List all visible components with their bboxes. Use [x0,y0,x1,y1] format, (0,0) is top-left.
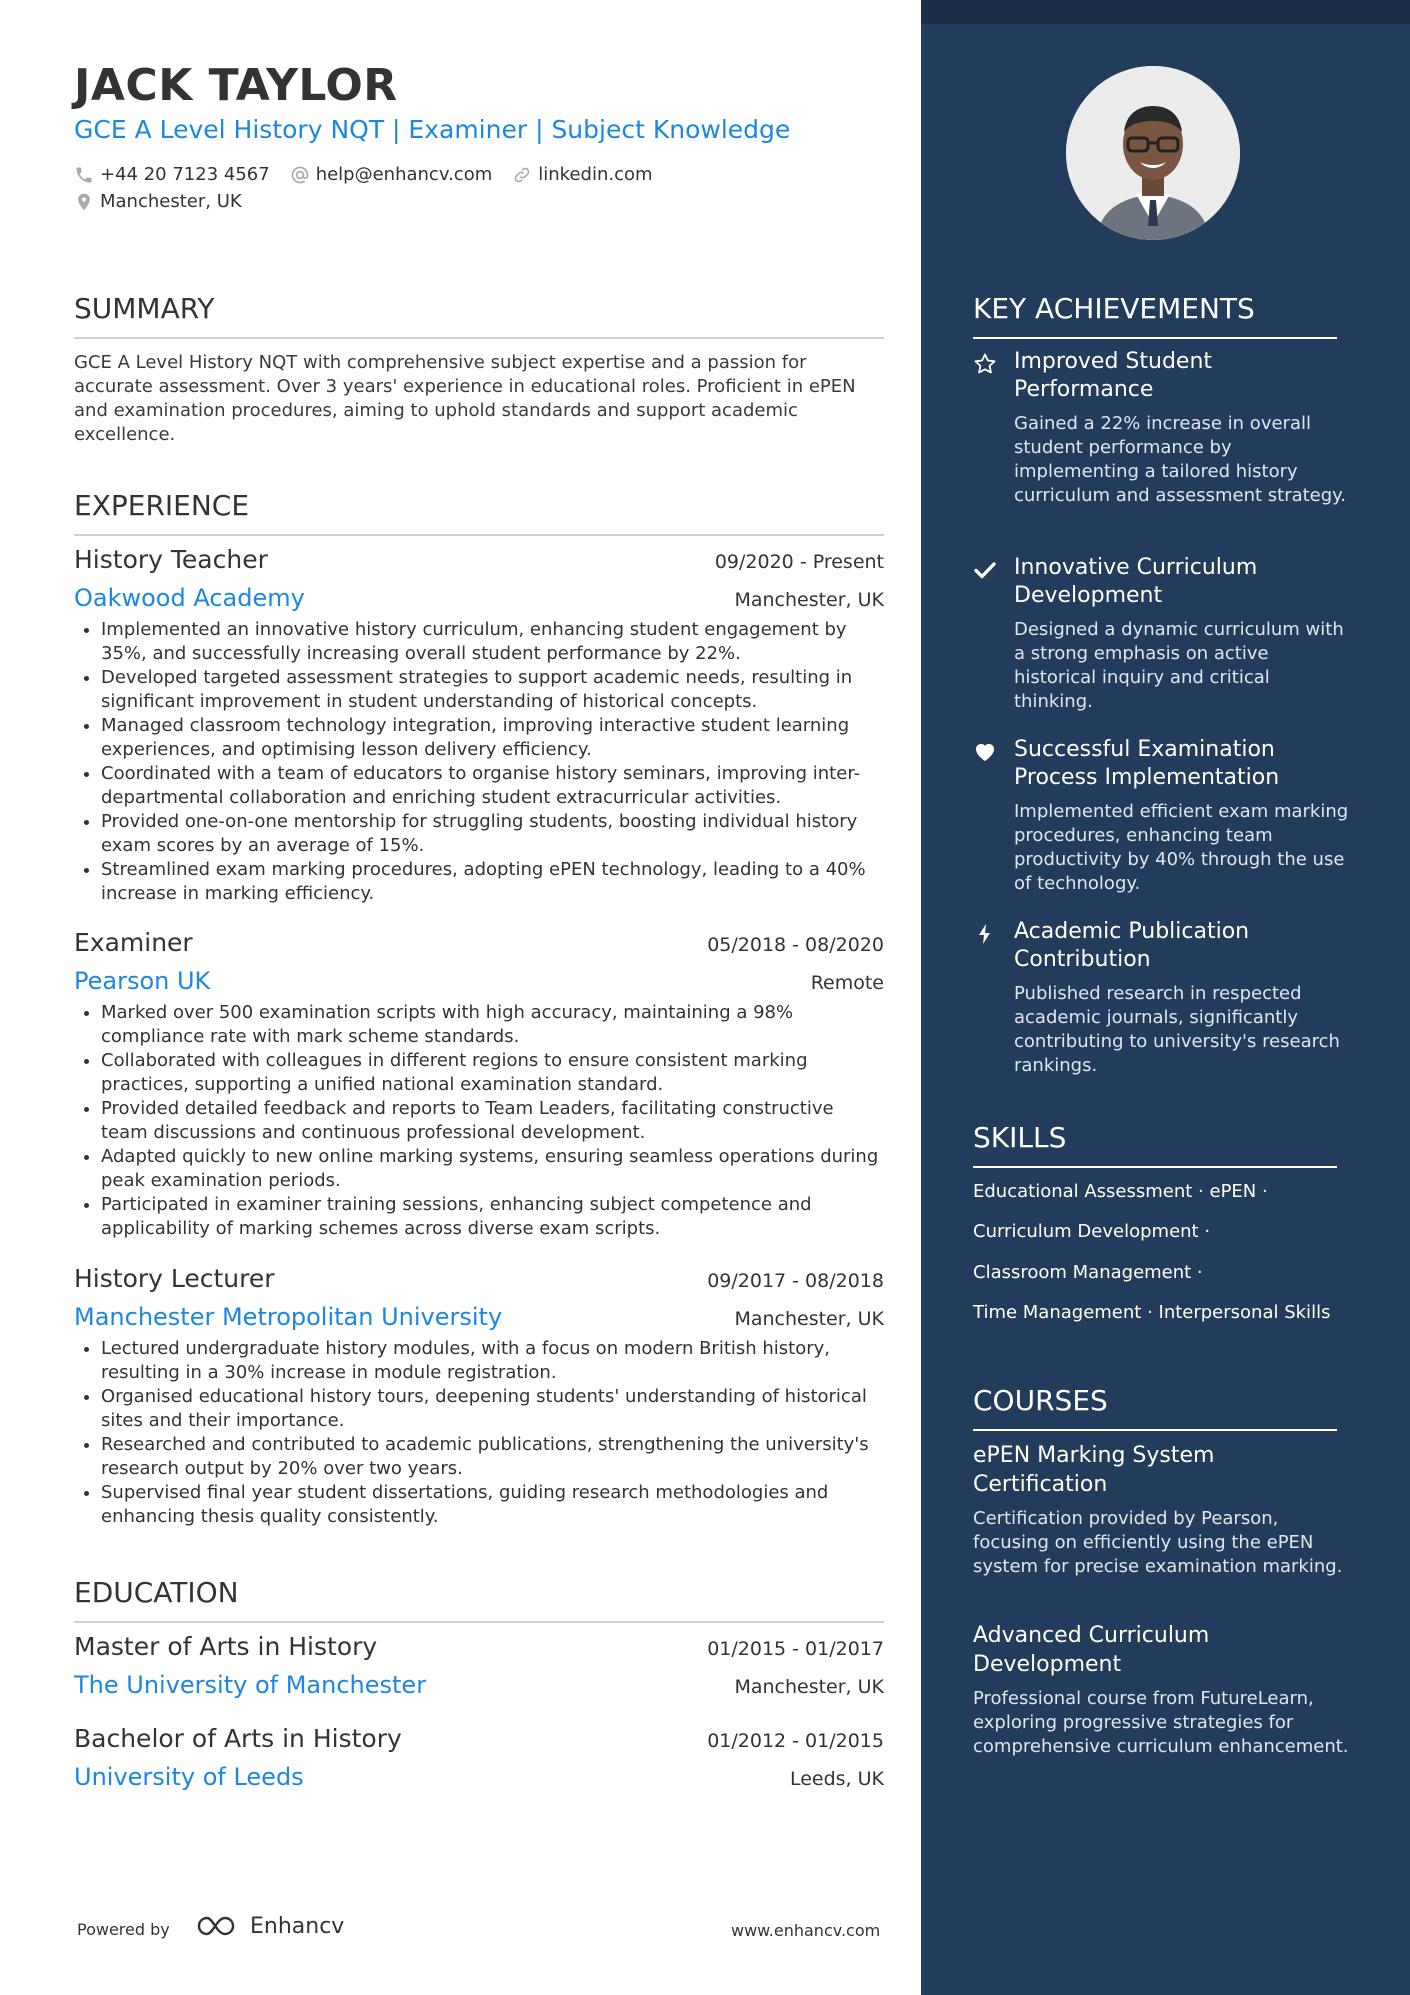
skills-heading: SKILLS [973,1121,1337,1168]
job-examiner [74,928,884,1241]
achievement-description: Implemented efficient exam marking procedures, enhancing team productivity by 40% through the use of technology. [1014,801,1349,894]
list-item: • Researched and contributed to academic publications, strengthening the university's research output by 20% over two years. [101,1433,884,1481]
check-icon [973,558,997,582]
job-history-teacher [74,545,884,906]
phone-contact [74,164,270,185]
footer-url[interactable]: www.enhancv.com [731,1921,881,1940]
job-dates: 09/2020 - Present [714,551,884,573]
powered-by-label: Powered by [77,1920,170,1939]
education-dates: 01/2012 - 01/2015 [707,1730,884,1752]
enhancv-logo[interactable] [196,1913,344,1939]
candidate-name: JACK TAYLOR [74,60,398,111]
star-icon [973,352,997,376]
achievement-item [973,348,1353,508]
job-location: Manchester, UK [734,1308,884,1330]
contact-row [74,164,673,185]
list-item: • Collaborated with colleagues in different regions to ensure consistent marking practices, supporting a unified national examination standard. [101,1049,884,1097]
education-item-masters [74,1632,884,1699]
list-item: • Coordinated with a team of educators to organise history seminars, improving inter-departmental collaboration and enriching student extracurricular activities. [101,762,884,810]
job-company: Oakwood Academy [74,584,305,612]
bolt-icon [973,922,997,946]
candidate-title: GCE A Level History NQT | Examiner | Subject Knowledge [74,115,791,144]
degree-name: Bachelor of Arts in History [74,1724,402,1753]
profile-photo-illustration [1066,66,1240,240]
job-dates: 05/2018 - 08/2020 [707,934,884,956]
email-text[interactable]: help@enhancv.com [315,164,493,185]
achievement-item [973,918,1353,1078]
list-item: • Marked over 500 examination scripts with high accuracy, maintaining a 98% compliance rate with mark scheme standards. [101,1001,884,1049]
list-item: • Streamlined exam marking procedures, adopting ePEN technology, leading to a 40% increase in marking efficiency. [101,858,884,906]
summary-text: GCE A Level History NQT with comprehensive subject expertise and a passion for accurate assessment. Over 3 years' experience in educational roles. Proficient in ePEN and examination procedures, aiming to uphold standards and support academic excellence. [74,352,856,445]
job-bullets [74,1001,884,1241]
list-item: • Developed targeted assessment strategies to support academic needs, resulting in significant improvement in student understanding of historical concepts. [101,666,884,714]
list-item: • Organised educational history tours, deepening students' understanding of historical sites and their importance. [101,1385,884,1433]
skill-line: Curriculum Development · [973,1221,1211,1242]
phone-icon [74,165,94,185]
sidebar [921,0,1410,1995]
school-name: The University of Manchester [74,1671,427,1699]
course-description: Professional course from FutureLearn, exploring progressive strategies for comprehensive curriculum enhancement. [973,1688,1349,1757]
education-heading: EDUCATION [74,1576,884,1623]
location-pin-icon [74,192,94,212]
education-dates: 01/2015 - 01/2017 [707,1638,884,1660]
achievements-heading: KEY ACHIEVEMENTS [973,292,1337,339]
job-dates: 09/2017 - 08/2018 [707,1270,884,1292]
achievement-title: Academic Publication Contribution [1014,919,1250,972]
phone-text: +44 20 7123 4567 [100,164,270,185]
job-bullets [74,618,884,906]
job-title: History Teacher [74,545,268,574]
job-location: Remote [810,972,884,994]
enhancv-brand-text: Enhancv [250,1913,345,1939]
at-icon [290,165,310,185]
achievement-description: Gained a 22% increase in overall student performance by implementing a tailored history curriculum and assessment strategy. [1014,413,1346,506]
list-item: • Provided detailed feedback and reports to Team Leaders, facilitating constructive team discussions and continuous professional development. [101,1097,884,1145]
job-bullets [74,1337,884,1529]
skill-line: Educational Assessment · ePEN · [973,1181,1268,1202]
summary-heading: SUMMARY [74,292,884,339]
experience-heading: EXPERIENCE [74,489,884,536]
list-item: • Participated in examiner training sessions, enhancing subject competence and applicability of marking schemes across diverse exam scripts. [101,1193,884,1241]
job-location: Manchester, UK [734,589,884,611]
list-item: • Provided one-on-one mentorship for struggling students, boosting individual history exam scores by an average of 15%. [101,810,884,858]
course-title: Advanced Curriculum Development [973,1623,1210,1677]
achievement-description: Published research in respected academic journals, significantly contributing to university's research rankings. [1014,983,1340,1076]
linkedin-text[interactable]: linkedin.com [538,164,653,185]
list-item: • Implemented an innovative history curriculum, enhancing student engagement by 35%, and successfully increasing overall student performance by 22%. [101,618,884,666]
achievement-description: Designed a dynamic curriculum with a strong emphasis on active historical inquiry and critical thinking. [1014,619,1344,712]
job-title: Examiner [74,928,193,957]
courses-heading: COURSES [973,1384,1337,1431]
heart-icon [973,740,997,764]
location-text: Manchester, UK [100,191,242,212]
job-history-lecturer [74,1264,884,1529]
achievement-title: Successful Examination Process Implementation [1014,737,1280,790]
achievement-title: Innovative Curriculum Development [1014,555,1258,608]
education-item-bachelors [74,1724,884,1791]
course-item [973,1441,1353,1579]
list-item: • Adapted quickly to new online marking systems, ensuring seamless operations during peak examination periods. [101,1145,884,1193]
school-name: University of Leeds [74,1763,304,1791]
list-item: • Managed classroom technology integration, improving interactive student learning experiences, and optimising lesson delivery efficiency. [101,714,884,762]
course-description: Certification provided by Pearson, focusing on efficiently using the ePEN system for precise examination marking. [973,1508,1343,1577]
achievement-item [973,554,1353,714]
sidebar-top-bar [921,0,1410,24]
course-item [973,1621,1353,1759]
degree-name: Master of Arts in History [74,1632,378,1661]
achievement-title: Improved Student Performance [1014,349,1213,402]
list-item: • Lectured undergraduate history modules, with a focus on modern British history, resulting in a 30% increase in module registration. [101,1337,884,1385]
profile-photo [1066,66,1240,240]
enhancv-logo-icon [196,1913,242,1939]
skill-line: Time Management · Interpersonal Skills [973,1302,1331,1323]
job-company: Pearson UK [74,967,211,995]
school-location: Manchester, UK [734,1676,884,1698]
location-contact [74,191,242,212]
course-title: ePEN Marking System Certification [973,1443,1215,1497]
link-icon [512,165,532,185]
skill-line: Classroom Management · [973,1262,1203,1283]
achievement-item [973,736,1353,896]
job-title: History Lecturer [74,1264,275,1293]
school-location: Leeds, UK [789,1768,884,1790]
linkedin-contact[interactable] [512,164,652,185]
email-contact[interactable] [290,164,493,185]
job-company: Manchester Metropolitan University [74,1303,503,1331]
location-row [74,191,262,212]
list-item: • Supervised final year student dissertations, guiding research methodologies and enhancing thesis quality consistently. [101,1481,884,1529]
